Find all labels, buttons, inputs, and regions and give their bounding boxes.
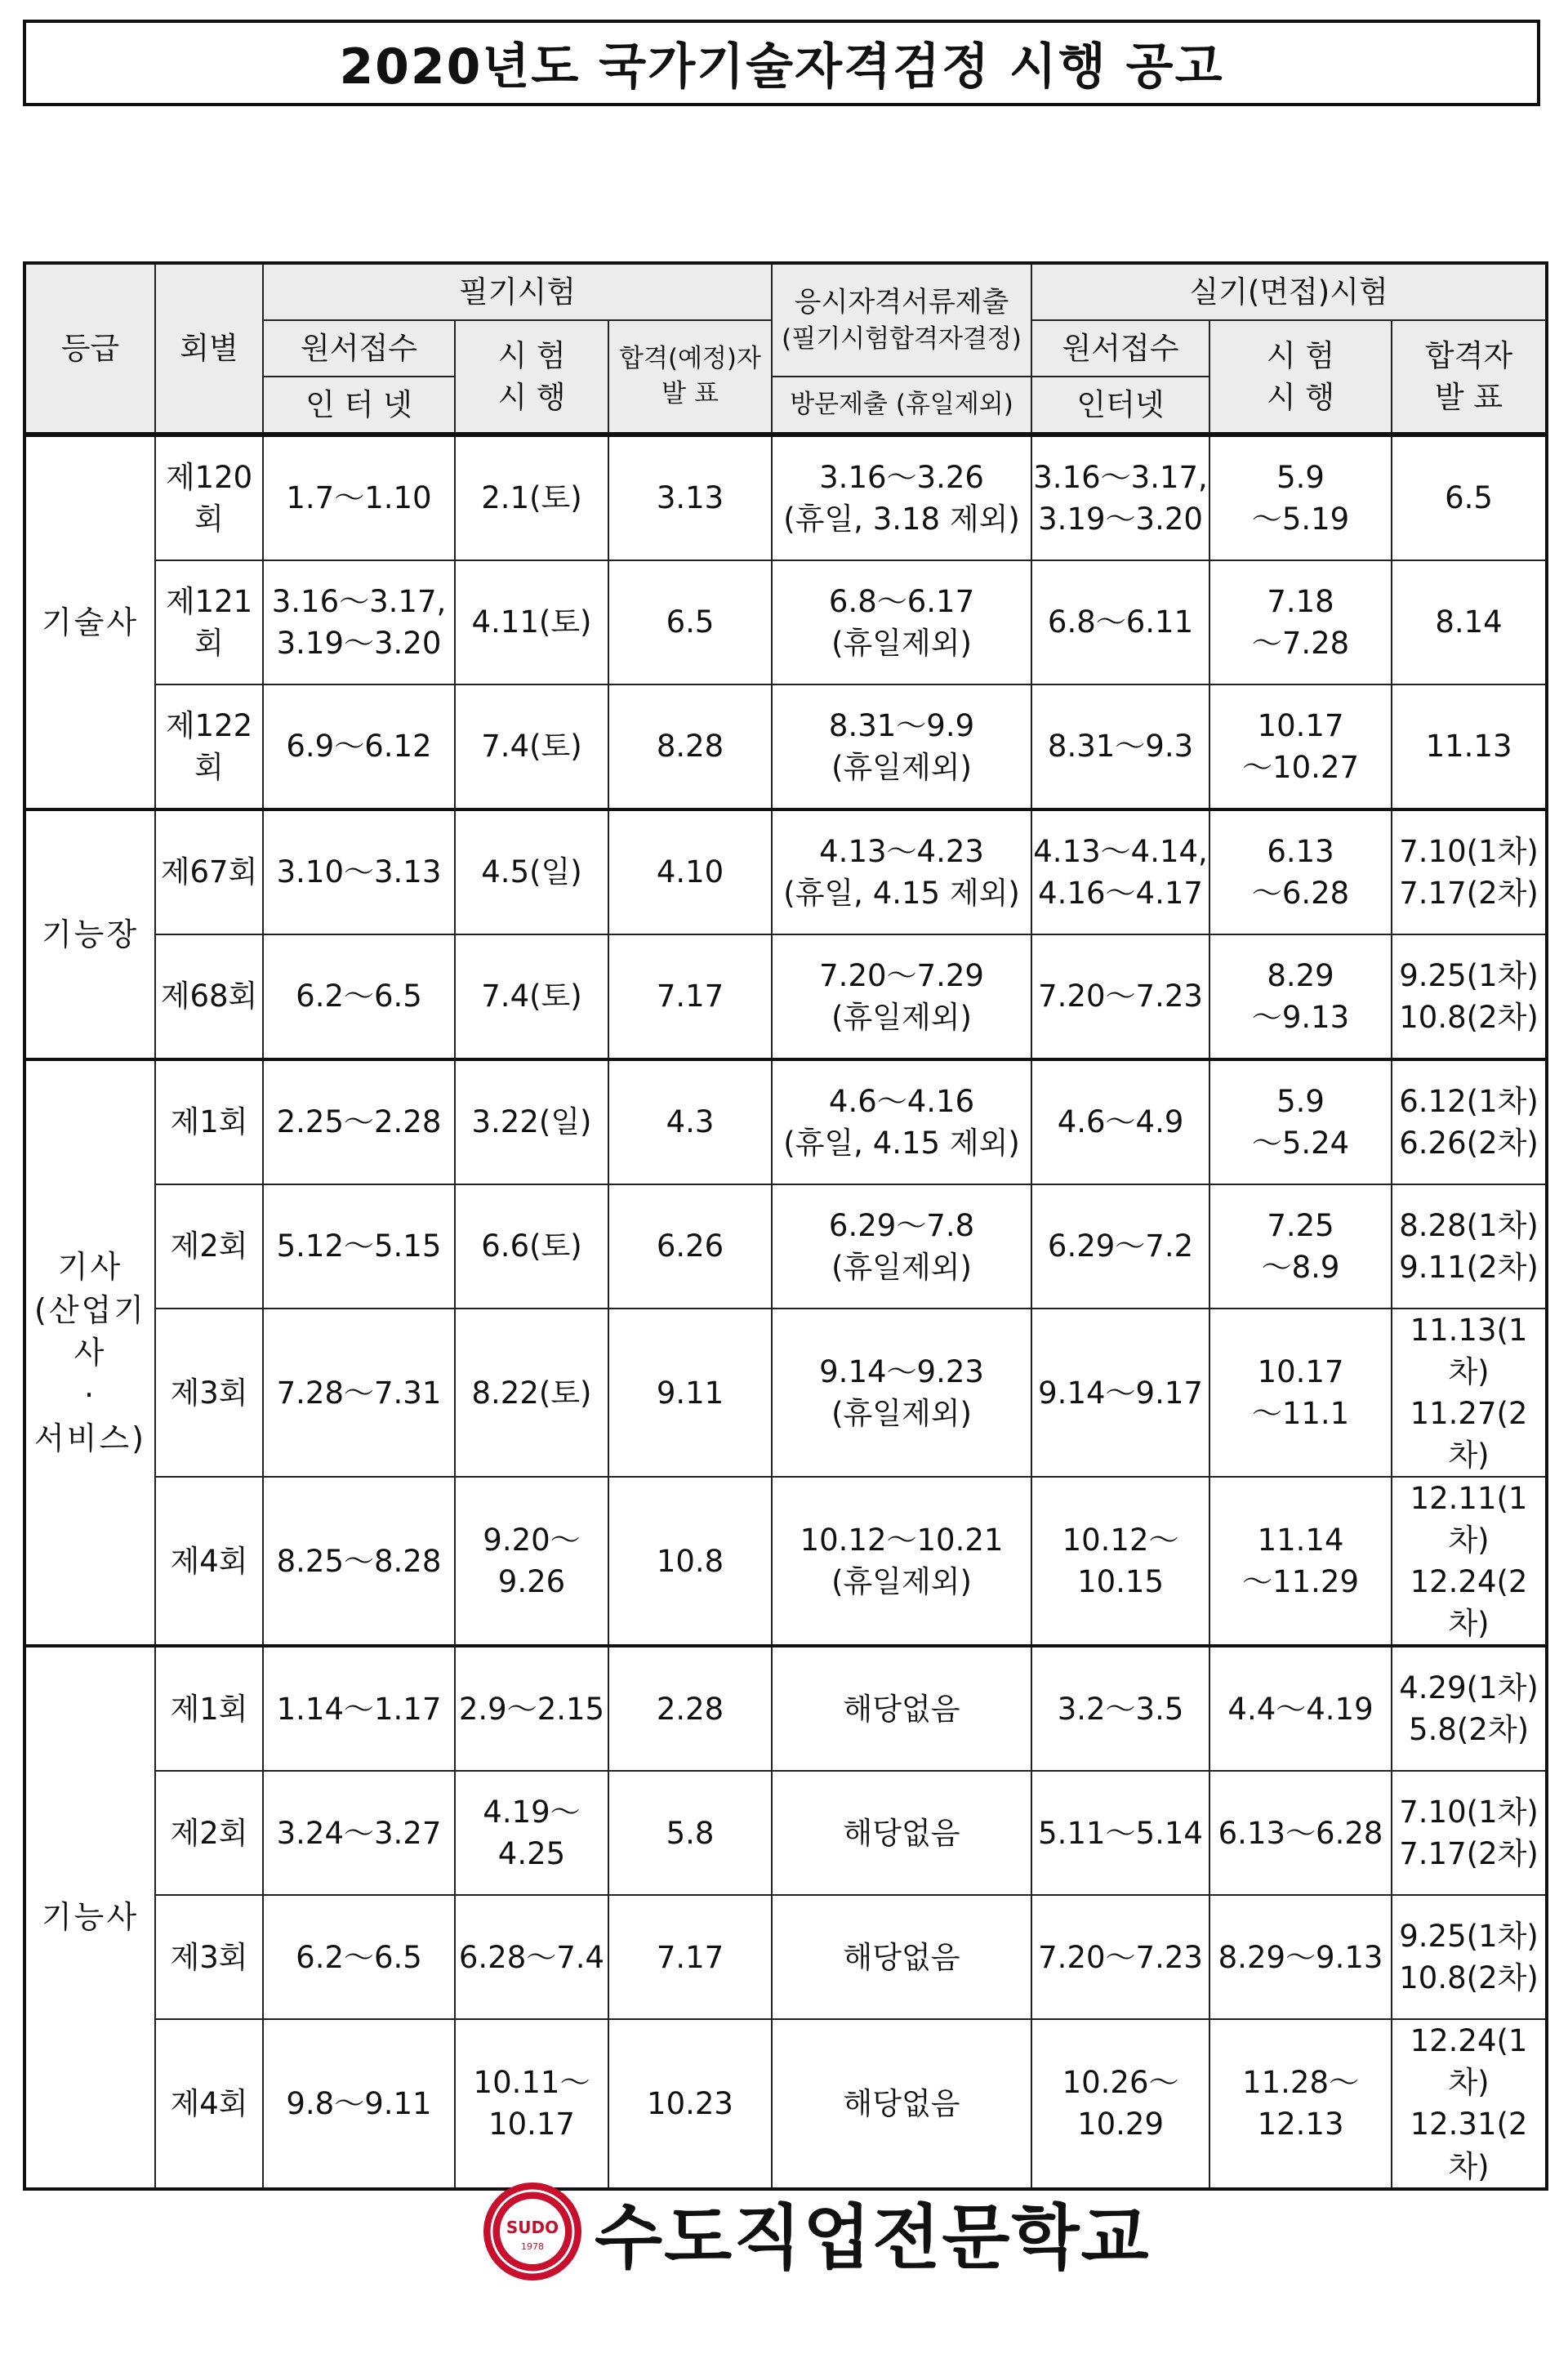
practical-exam-line: 10.17: [1257, 707, 1344, 743]
documents-cell: [772, 1895, 1031, 2019]
practical-exam-cell: [1209, 2019, 1392, 2188]
practical-exam-line: ～6.28: [1251, 876, 1350, 911]
practical-exam-line: ～10.27: [1242, 750, 1359, 785]
practical-apply-cell: [1031, 560, 1209, 684]
round-cell: 제121회: [155, 560, 263, 684]
practical-apply-line: 6.29～7.2: [1047, 1228, 1194, 1264]
written-pass-cell: [608, 1184, 772, 1309]
grade-cell: [24, 1646, 155, 2188]
practical-exam-line: 7.25: [1267, 1207, 1334, 1243]
practical-apply-cell: [1031, 1184, 1209, 1309]
practical-pass-cell: [1392, 809, 1547, 934]
written-apply-cell: [263, 1059, 455, 1184]
practical-exam-line: 6.13～6.28: [1218, 1815, 1383, 1851]
grade-group: [24, 1059, 1547, 1646]
written-pass-cell: [608, 435, 772, 560]
practical-pass-line: 12.31(2차): [1410, 2107, 1528, 2184]
documents-line: 3.16～3.26: [819, 459, 984, 495]
practical-pass-line: 9.25(1차): [1399, 1919, 1539, 1955]
header-written-pass-line2: 발 표: [662, 379, 719, 408]
written-apply-line: 3.10～3.13: [276, 854, 442, 890]
grade-label: 기능사: [41, 1899, 140, 1936]
header-practical-apply-internet: 인터넷: [1031, 377, 1209, 435]
written-pass-line: 10.23: [647, 2085, 733, 2121]
documents-line: 7.20～7.29: [819, 957, 984, 993]
practical-apply-line: 3.19～3.20: [1038, 502, 1203, 537]
documents-line: 9.14～9.23: [819, 1354, 984, 1390]
written-exam-line: 4.11(토): [471, 604, 592, 640]
header-documents: [772, 263, 1031, 377]
written-exam-line: 9.20～: [483, 1523, 581, 1558]
practical-exam-line: 11.28～12.13: [1242, 2065, 1359, 2142]
practical-exam-line: ～7.28: [1251, 626, 1350, 661]
written-pass-cell: [608, 1646, 772, 1771]
practical-pass-cell: [1392, 1309, 1547, 1477]
documents-cell: [772, 1309, 1031, 1477]
practical-exam-cell: [1209, 1646, 1392, 1771]
practical-pass-cell: [1392, 1059, 1547, 1184]
documents-cell: [772, 809, 1031, 934]
written-pass-cell: [608, 560, 772, 684]
practical-pass-line: 9.11(2차): [1399, 1250, 1539, 1285]
practical-pass-line: 6.12(1차): [1399, 1083, 1539, 1119]
practical-pass-line: 8.28(1차): [1399, 1207, 1539, 1243]
practical-pass-cell: [1392, 934, 1547, 1059]
practical-exam-line: ～8.9: [1261, 1250, 1340, 1285]
table-row: [24, 1646, 1547, 1771]
documents-cell: [772, 1059, 1031, 1184]
grade-cell: [24, 1059, 155, 1646]
written-pass-line: 3.13: [656, 480, 724, 516]
school-seal-icon: [482, 2181, 583, 2282]
documents-line: (휴일제외): [831, 1564, 972, 1600]
table-row: [24, 2019, 1547, 2188]
practical-pass-line: 12.24(2차): [1410, 1564, 1528, 1642]
written-exam-line: 4.5(일): [481, 854, 582, 890]
written-exam-line: 9.26: [497, 1564, 566, 1600]
practical-exam-cell: [1209, 934, 1392, 1059]
header-grade: 등급: [24, 263, 155, 435]
practical-apply-line: 5.11～5.14: [1038, 1815, 1203, 1851]
practical-apply-line: 4.13～4.14,: [1033, 833, 1208, 869]
written-pass-cell: [608, 809, 772, 934]
table-row: [24, 1477, 1547, 1646]
practical-pass-line: 11.13: [1425, 729, 1512, 765]
documents-line: (휴일제외): [831, 626, 972, 661]
written-exam-cell: [455, 684, 608, 809]
documents-cell: [772, 934, 1031, 1059]
written-exam-cell: [455, 2019, 608, 2188]
documents-cell: [772, 684, 1031, 809]
practical-apply-line: 8.31～9.3: [1047, 729, 1194, 765]
header-written-exam-line2: 시 행: [497, 380, 566, 415]
grade-label: 기사: [57, 1249, 123, 1286]
written-apply-cell: [263, 1477, 455, 1646]
grade-cell: [24, 435, 155, 809]
practical-exam-cell: [1209, 1477, 1392, 1646]
practical-exam-line: 6.13: [1267, 833, 1334, 869]
practical-exam-line: ～11.29: [1242, 1564, 1359, 1600]
written-exam-line: 3.22(일): [471, 1104, 592, 1140]
grade-label: (산업기사: [34, 1291, 146, 1371]
grade-label: ·: [83, 1377, 97, 1414]
table-row: [24, 809, 1547, 934]
documents-line: (휴일, 4.15 제외): [783, 1126, 1020, 1161]
practical-pass-line: 12.11(1차): [1410, 1481, 1528, 1558]
written-pass-cell: [608, 1059, 772, 1184]
written-apply-line: 3.16～3.17,: [271, 583, 447, 619]
grade-group: [24, 1646, 1547, 2188]
practical-apply-line: 10.26～10.29: [1062, 2065, 1179, 2142]
documents-cell: [772, 1477, 1031, 1646]
documents-line: 4.6～4.16: [828, 1083, 975, 1119]
written-exam-line: 6.6(토): [481, 1228, 582, 1264]
written-apply-cell: [263, 1895, 455, 2019]
practical-exam-cell: [1209, 1184, 1392, 1309]
written-pass-line: 7.17: [656, 979, 724, 1014]
documents-cell: [772, 560, 1031, 684]
header-documents-visit: 방문제출 (휴일제외): [772, 377, 1031, 435]
documents-line: (휴일, 4.15 제외): [783, 876, 1020, 911]
table-row: [24, 1771, 1547, 1895]
practical-exam-line: ～5.19: [1251, 502, 1350, 537]
practical-apply-line: 4.16～4.17: [1038, 876, 1203, 911]
documents-line: 6.8～6.17: [828, 583, 975, 619]
written-apply-line: 6.9～6.12: [286, 729, 432, 765]
practical-pass-line: 7.10(1차): [1399, 1795, 1539, 1830]
round-cell: 제1회: [155, 1646, 263, 1771]
written-pass-cell: [608, 1309, 772, 1477]
practical-pass-cell: [1392, 1477, 1547, 1646]
table-row: [24, 560, 1547, 684]
practical-exam-line: 8.29: [1267, 957, 1334, 993]
documents-line: 10.12～10.21: [800, 1523, 1004, 1558]
written-exam-cell: [455, 1771, 608, 1895]
header-practical-exam-line2: 시 행: [1266, 380, 1335, 415]
round-cell: 제67회: [155, 809, 263, 934]
written-pass-cell: [608, 1895, 772, 2019]
practical-exam-cell: [1209, 1309, 1392, 1477]
written-exam-line: 7.4(토): [481, 979, 582, 1014]
practical-pass-line: 12.24(1차): [1410, 2023, 1528, 2101]
practical-pass-cell: [1392, 1895, 1547, 2019]
practical-apply-line: 3.2～3.5: [1057, 1691, 1184, 1727]
practical-apply-cell: [1031, 1646, 1209, 1771]
grade-label: 서비스): [34, 1420, 146, 1456]
written-pass-cell: [608, 1477, 772, 1646]
round-cell: 제1회: [155, 1059, 263, 1184]
written-pass-cell: [608, 934, 772, 1059]
table-header: [24, 263, 1547, 435]
practical-exam-cell: [1209, 560, 1392, 684]
written-apply-line: 8.25～8.28: [276, 1543, 442, 1579]
written-pass-line: 7.17: [656, 1939, 724, 1975]
written-apply-cell: [263, 560, 455, 684]
written-apply-line: 5.12～5.15: [276, 1228, 442, 1264]
written-exam-cell: [455, 1059, 608, 1184]
header-practical-exam-line1: 시 험: [1266, 337, 1335, 373]
written-exam-line: 7.4(토): [481, 729, 582, 765]
practical-apply-cell: [1031, 809, 1209, 934]
practical-exam-line: ～9.13: [1251, 1000, 1350, 1035]
svg-text:1978: 1978: [521, 2241, 544, 2252]
header-written-exam-date: [455, 320, 608, 435]
round-cell: 제122회: [155, 684, 263, 809]
round-cell: 제4회: [155, 1477, 263, 1646]
practical-apply-cell: [1031, 1771, 1209, 1895]
header-documents-line2: (필기시험합격자결정): [782, 324, 1022, 354]
round-cell: 제3회: [155, 1895, 263, 2019]
practical-pass-line: 7.10(1차): [1399, 833, 1539, 869]
practical-pass-cell: [1392, 560, 1547, 684]
written-exam-line: 2.9～2.15: [458, 1691, 605, 1727]
table-row: [24, 1184, 1547, 1309]
written-exam-line: 10.11～10.17: [473, 2065, 590, 2142]
grade-cell: [24, 809, 155, 1059]
practical-pass-cell: [1392, 1646, 1547, 1771]
written-exam-cell: [455, 1895, 608, 2019]
practical-apply-line: 3.16～3.17,: [1033, 459, 1208, 495]
practical-pass-cell: [1392, 2019, 1547, 2188]
written-exam-line: 6.28～7.4: [458, 1939, 605, 1975]
header-written-apply-internet: 인 터 넷: [263, 377, 455, 435]
practical-pass-cell: [1392, 684, 1547, 809]
round-cell: 제3회: [155, 1309, 263, 1477]
practical-apply-line: 7.20～7.23: [1038, 1939, 1203, 1975]
round-cell: 제2회: [155, 1184, 263, 1309]
written-apply-line: 6.2～6.5: [296, 979, 422, 1014]
practical-apply-cell: [1031, 1477, 1209, 1646]
written-exam-cell: [455, 1184, 608, 1309]
written-apply-line: 3.19～3.20: [276, 626, 442, 661]
practical-pass-line: 7.17(2차): [1399, 1836, 1539, 1872]
practical-apply-cell: [1031, 934, 1209, 1059]
written-apply-cell: [263, 809, 455, 934]
documents-cell: [772, 2019, 1031, 2188]
practical-pass-line: 9.25(1차): [1399, 957, 1539, 993]
table-row: [24, 435, 1547, 560]
header-practical-pass-line1: 합격자: [1424, 337, 1513, 373]
written-exam-cell: [455, 809, 608, 934]
written-exam-cell: [455, 560, 608, 684]
header-written-exam: 필기시험: [263, 263, 772, 320]
header-written-pass: [608, 320, 772, 435]
written-pass-line: 5.8: [666, 1815, 715, 1851]
documents-cell: [772, 1184, 1031, 1309]
grade-label: 기술사: [41, 604, 140, 640]
practical-pass-line: 5.8(2차): [1409, 1712, 1530, 1748]
written-apply-line: 1.7～1.10: [286, 480, 432, 516]
written-pass-cell: [608, 684, 772, 809]
practical-pass-cell: [1392, 435, 1547, 560]
documents-line: 해당없음: [843, 1691, 960, 1727]
documents-cell: [772, 1646, 1031, 1771]
practical-pass-line: 4.29(1차): [1399, 1670, 1539, 1706]
written-apply-line: 6.2～6.5: [296, 1939, 422, 1975]
written-pass-line: 10.8: [656, 1543, 724, 1579]
practical-apply-line: 4.6～4.9: [1057, 1104, 1184, 1140]
written-apply-cell: [263, 1646, 455, 1771]
header-documents-line1: 응시자격서류제출: [794, 286, 1009, 319]
practical-exam-line: ～11.1: [1251, 1396, 1350, 1432]
practical-apply-cell: [1031, 1309, 1209, 1477]
practical-apply-line: 10.12～10.15: [1062, 1523, 1179, 1600]
written-exam-cell: [455, 1309, 608, 1477]
grade-label: 기능장: [41, 916, 140, 952]
table-row: [24, 1309, 1547, 1477]
header-practical-apply: 원서접수: [1031, 320, 1209, 377]
practical-pass-line: 6.5: [1445, 480, 1493, 516]
practical-exam-cell: [1209, 1059, 1392, 1184]
practical-apply-cell: [1031, 2019, 1209, 2188]
documents-line: 4.13～4.23: [819, 833, 984, 869]
table-row: [24, 684, 1547, 809]
documents-line: (휴일제외): [831, 750, 972, 785]
written-exam-line: 4.19～4.25: [483, 1795, 581, 1872]
documents-cell: [772, 435, 1031, 560]
practical-pass-line: 11.27(2차): [1410, 1396, 1528, 1474]
written-exam-cell: [455, 1477, 608, 1646]
documents-line: 해당없음: [843, 2085, 960, 2121]
documents-line: (휴일제외): [831, 1396, 972, 1432]
documents-line: 해당없음: [843, 1939, 960, 1975]
practical-pass-cell: [1392, 1184, 1547, 1309]
practical-exam-line: 5.9: [1276, 1083, 1325, 1119]
grade-group: [24, 435, 1547, 809]
practical-pass-line: 7.17(2차): [1399, 876, 1539, 911]
round-cell: 제4회: [155, 2019, 263, 2188]
practical-exam-line: 4.4～4.19: [1227, 1691, 1374, 1727]
written-pass-line: 6.26: [656, 1228, 724, 1264]
written-apply-line: 2.25～2.28: [276, 1104, 442, 1140]
page-title: 2020년도 국가기술자격검정 시행 공고: [23, 20, 1540, 106]
practical-apply-cell: [1031, 1895, 1209, 2019]
written-apply-cell: [263, 1184, 455, 1309]
practical-exam-cell: [1209, 435, 1392, 560]
documents-cell: [772, 1771, 1031, 1895]
practical-exam-line: 11.14: [1257, 1523, 1344, 1558]
header-written-apply: 원서접수: [263, 320, 455, 377]
header-written-exam-line1: 시 험: [497, 337, 566, 373]
written-exam-cell: [455, 1646, 608, 1771]
header-practical-exam-date: [1209, 320, 1392, 435]
written-exam-line: 2.1(토): [481, 480, 582, 516]
practical-pass-line: 10.8(2차): [1399, 1960, 1539, 1996]
written-pass-line: 4.3: [666, 1104, 715, 1140]
table-row: [24, 1059, 1547, 1184]
written-pass-line: 2.28: [656, 1691, 724, 1727]
written-pass-line: 8.28: [656, 729, 724, 765]
practical-pass-line: 6.26(2차): [1399, 1126, 1539, 1161]
written-apply-cell: [263, 1309, 455, 1477]
table-row: [24, 1895, 1547, 2019]
written-apply-cell: [263, 1771, 455, 1895]
practical-exam-cell: [1209, 1771, 1392, 1895]
practical-exam-cell: [1209, 809, 1392, 934]
documents-line: 6.29～7.8: [828, 1207, 975, 1243]
exam-schedule-table: [23, 261, 1548, 2191]
practical-exam-cell: [1209, 1895, 1392, 2019]
written-pass-cell: [608, 1771, 772, 1895]
written-apply-line: 7.28～7.31: [276, 1375, 442, 1411]
written-exam-cell: [455, 934, 608, 1059]
practical-exam-line: ～5.24: [1251, 1126, 1350, 1161]
written-apply-line: 9.8～9.11: [286, 2085, 432, 2121]
practical-apply-line: 9.14～9.17: [1038, 1375, 1203, 1411]
written-apply-cell: [263, 934, 455, 1059]
practical-exam-line: 7.18: [1267, 583, 1334, 619]
header-written-pass-line1: 합격(예정)자: [619, 344, 761, 374]
practical-apply-cell: [1031, 1059, 1209, 1184]
practical-pass-line: 11.13(1차): [1410, 1313, 1528, 1390]
documents-line: (휴일, 3.18 제외): [783, 502, 1020, 537]
documents-line: 8.31～9.9: [828, 707, 975, 743]
documents-line: (휴일제외): [831, 1000, 972, 1035]
written-pass-line: 9.11: [656, 1375, 724, 1411]
documents-line: 해당없음: [843, 1815, 960, 1851]
practical-exam-line: 10.17: [1257, 1354, 1344, 1390]
header-practical-pass-line2: 발 표: [1434, 380, 1503, 415]
school-logo: [482, 2174, 1151, 2289]
written-apply-cell: [263, 435, 455, 560]
header-practical-pass: [1392, 320, 1547, 435]
practical-apply-line: 6.8～6.11: [1047, 604, 1194, 640]
practical-pass-line: 8.14: [1435, 604, 1503, 640]
written-pass-line: 6.5: [666, 604, 715, 640]
practical-apply-line: 7.20～7.23: [1038, 979, 1203, 1014]
school-name: 수도직업전문학교: [595, 2197, 1151, 2279]
round-cell: 제120회: [155, 435, 263, 560]
practical-exam-line: 5.9: [1276, 459, 1325, 495]
practical-exam-cell: [1209, 684, 1392, 809]
written-apply-line: 1.14～1.17: [276, 1691, 442, 1727]
written-exam-line: 8.22(토): [471, 1375, 592, 1411]
practical-exam-line: 8.29～9.13: [1218, 1939, 1383, 1975]
practical-apply-cell: [1031, 435, 1209, 560]
written-exam-cell: [455, 435, 608, 560]
round-cell: 제2회: [155, 1771, 263, 1895]
practical-pass-line: 10.8(2차): [1399, 1000, 1539, 1035]
written-pass-cell: [608, 2019, 772, 2188]
practical-apply-cell: [1031, 684, 1209, 809]
written-apply-line: 3.24～3.27: [276, 1815, 442, 1851]
header-practical-exam: 실기(면접)시험: [1031, 263, 1547, 320]
grade-group: [24, 809, 1547, 1059]
written-apply-cell: [263, 684, 455, 809]
round-cell: 제68회: [155, 934, 263, 1059]
written-pass-line: 4.10: [656, 854, 724, 890]
table-row: [24, 934, 1547, 1059]
svg-text:SUDO: SUDO: [506, 2218, 559, 2237]
header-round: 회별: [155, 263, 263, 435]
documents-line: (휴일제외): [831, 1250, 972, 1285]
practical-pass-cell: [1392, 1771, 1547, 1895]
written-apply-cell: [263, 2019, 455, 2188]
